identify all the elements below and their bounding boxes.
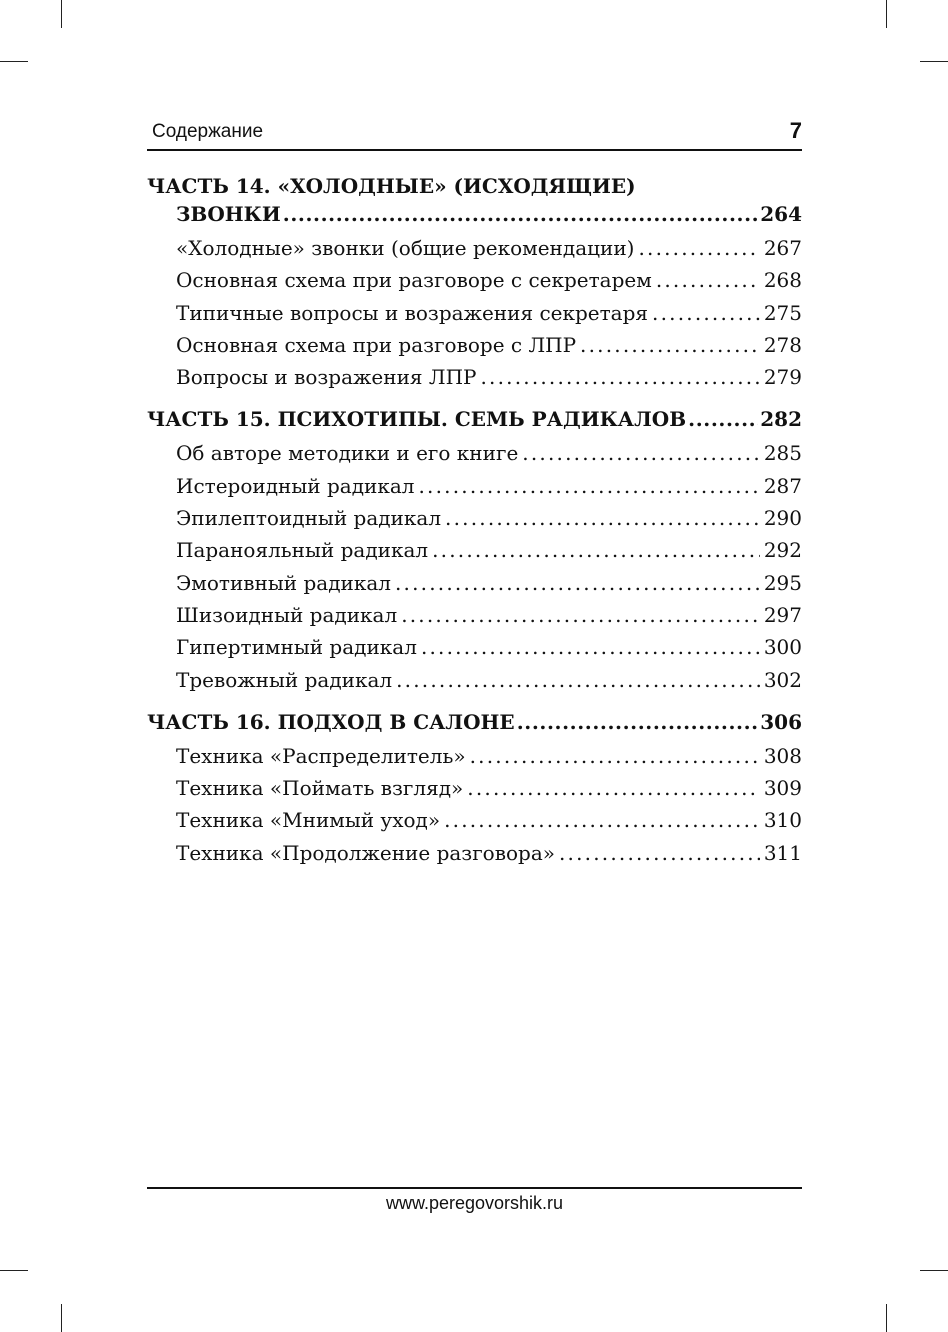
entry-page: 302 (763, 667, 802, 692)
entry-title: Типичные вопросы и возражения секретаря (176, 300, 649, 325)
leader-dots (283, 200, 759, 228)
entry-title: Техника «Распределитель» (176, 743, 466, 768)
crop-mark (920, 1270, 948, 1271)
leader-dots (445, 502, 760, 534)
crop-mark (61, 1304, 62, 1332)
toc-entry[interactable] (147, 297, 802, 329)
toc-entry[interactable] (147, 232, 802, 264)
leader-dots (432, 534, 760, 566)
entry-title: Шизоидный радикал (176, 602, 398, 627)
toc-entry[interactable] (147, 264, 802, 296)
toc-entry[interactable] (147, 361, 802, 393)
leader-dots (517, 708, 759, 736)
leader-dots (652, 297, 760, 329)
leader-dots (418, 470, 759, 502)
toc-entry[interactable] (147, 837, 802, 869)
toc-entry[interactable] (147, 534, 802, 566)
part-title: ЗВОНКИ (176, 202, 281, 226)
toc-entry[interactable] (147, 437, 802, 469)
entry-title: Истероидный радикал (176, 473, 415, 498)
toc-part-heading[interactable] (147, 708, 802, 736)
leader-dots (656, 264, 760, 296)
leader-dots (401, 599, 760, 631)
toc-entry[interactable] (147, 567, 802, 599)
entry-title: «Холодные» звонки (общие рекомендации) (176, 236, 635, 260)
toc-entry[interactable] (147, 599, 802, 631)
entry-page: 300 (763, 635, 802, 660)
leader-dots (395, 567, 760, 599)
toc-part-14 (147, 172, 802, 393)
entry-title: Эпилептоидный радикал (176, 506, 442, 531)
entry-page: 267 (763, 236, 802, 260)
header-rule (147, 149, 802, 151)
entry-page: 287 (763, 473, 802, 498)
part-title: ЧАСТЬ 16. ПОДХОД В САЛОНЕ (147, 709, 515, 734)
entry-title: Основная схема при разговоре с ЛПР (176, 332, 577, 357)
crop-mark (0, 1270, 28, 1271)
part-title: ЧАСТЬ 14. «ХОЛОДНЫЕ» (ИСХОДЯЩИЕ) (147, 174, 636, 198)
entry-page: 311 (763, 840, 802, 865)
part-page: 264 (760, 202, 802, 226)
footer-rule (147, 1187, 802, 1189)
crop-mark (0, 61, 28, 62)
part-page: 306 (760, 709, 802, 734)
entry-title: Вопросы и возражения ЛПР (176, 365, 477, 390)
entry-page: 297 (763, 602, 802, 627)
leader-dots (480, 361, 759, 393)
toc-part-heading[interactable] (147, 405, 802, 433)
leader-dots (467, 772, 760, 804)
entry-page: 290 (763, 506, 802, 531)
entry-page: 308 (763, 743, 802, 768)
toc-entry[interactable] (147, 502, 802, 534)
footer-url[interactable]: www.peregovorshik.ru (385, 1193, 564, 1213)
entry-title: Паранояльный радикал (176, 538, 429, 563)
toc-entry[interactable] (147, 772, 802, 804)
part-page: 282 (760, 407, 802, 432)
toc-entry[interactable] (147, 804, 802, 836)
toc-entry[interactable] (147, 631, 802, 663)
part-title: ЧАСТЬ 15. ПСИХОТИПЫ. СЕМЬ РАДИКАЛОВ (147, 407, 687, 432)
leader-dots (580, 329, 760, 361)
entry-page: 310 (763, 808, 802, 833)
entry-page: 275 (763, 300, 802, 325)
entry-title: Эмотивный радикал (176, 570, 391, 595)
toc-part-15 (147, 405, 802, 695)
leader-dots (470, 740, 760, 772)
leader-dots (638, 232, 759, 264)
toc-entry[interactable] (147, 664, 802, 696)
entry-page: 285 (763, 441, 802, 466)
entry-title: Гипертимный радикал (176, 635, 417, 660)
entry-title: Техника «Продолжение разговора» (176, 840, 555, 865)
crop-mark (886, 0, 887, 28)
leader-dots (444, 804, 760, 836)
page-number: 7 (789, 118, 802, 143)
toc-part-16 (147, 708, 802, 869)
toc-entry[interactable] (147, 470, 802, 502)
entry-page: 278 (763, 332, 802, 357)
crop-mark (886, 1304, 887, 1332)
leader-dots (522, 437, 760, 469)
entry-page: 295 (763, 570, 802, 595)
entry-title: Тревожный радикал (176, 667, 393, 692)
entry-page: 279 (763, 365, 802, 390)
entry-page: 292 (763, 538, 802, 563)
leader-dots (421, 631, 760, 663)
crop-mark (920, 61, 948, 62)
toc-part-heading[interactable] (147, 200, 802, 228)
entry-page: 309 (763, 776, 802, 801)
leader-dots (396, 664, 760, 696)
entry-page: 268 (763, 268, 802, 293)
table-of-contents (147, 172, 802, 869)
entry-title: Техника «Поймать взгляд» (176, 776, 464, 801)
leader-dots (559, 837, 760, 869)
entry-title: Об авторе методики и его книге (176, 441, 519, 466)
crop-mark (61, 0, 62, 28)
entry-title: Основная схема при разговоре с секретарем (176, 268, 652, 293)
toc-entry[interactable] (147, 740, 802, 772)
leader-dots (688, 405, 758, 433)
entry-title: Техника «Мнимый уход» (176, 808, 441, 833)
toc-entry[interactable] (147, 329, 802, 361)
running-header-title: Содержание (152, 121, 264, 142)
